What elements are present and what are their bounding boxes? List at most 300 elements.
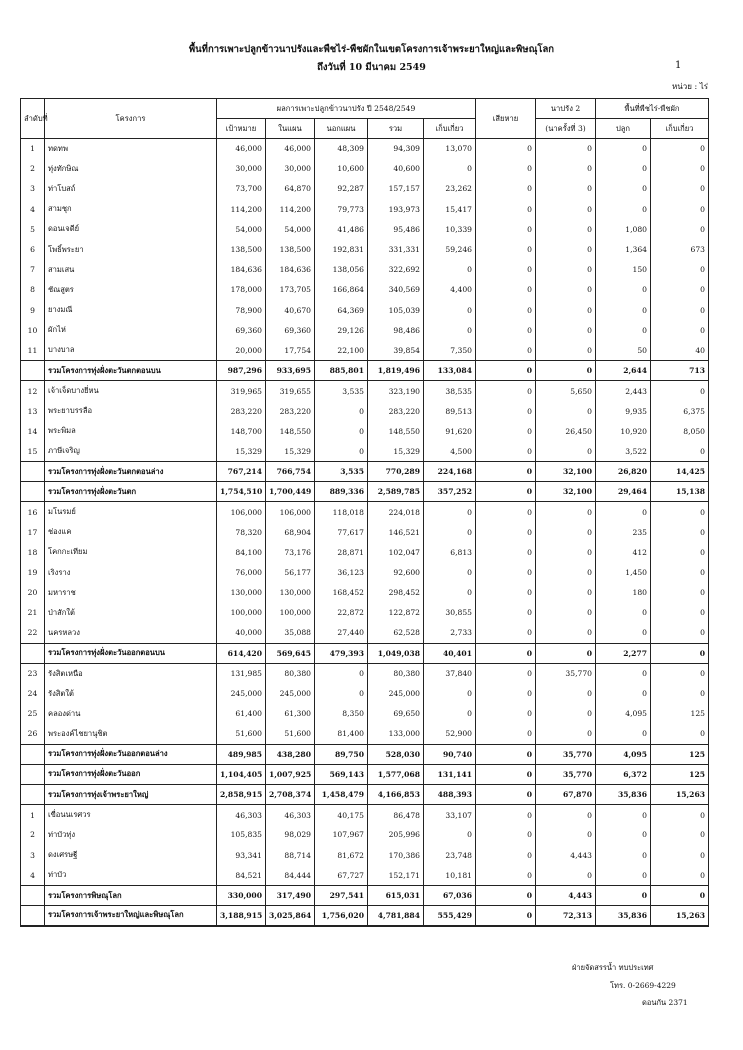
cell-planted: 29,464 [596,482,651,502]
cell-second-crop: 0 [536,300,596,320]
cell-damaged: 0 [476,906,536,926]
cell-in-plan: 56,177 [266,562,315,582]
cell-in-plan: 438,280 [266,744,315,764]
cell-second-crop: 0 [536,401,596,421]
col-no: ลำดับที่ [21,99,45,139]
row-number [21,885,45,905]
cell-out-plan: 8,350 [315,704,368,724]
table-row [21,502,709,522]
cell-damaged: 0 [476,361,536,381]
subtotal-row [21,643,709,663]
cell-field-harvested: 0 [651,260,709,280]
cell-in-plan: 319,655 [266,381,315,401]
cell-field-harvested: 0 [651,825,709,845]
project-name: บางบาล [45,340,217,360]
col-second-crop-sub: (นาครั้งที่ 3) [536,119,596,139]
cell-harvested: 4,400 [424,280,476,300]
cell-target: 245,000 [217,684,266,704]
cell-out-plan: 81,672 [315,845,368,865]
cell-field-harvested: 713 [651,361,709,381]
cell-total: 193,973 [368,199,424,219]
cell-target: 46,303 [217,805,266,825]
cell-in-plan: 61,300 [266,704,315,724]
subtotal-row [21,361,709,381]
cell-damaged: 0 [476,583,536,603]
cell-second-crop: 0 [536,340,596,360]
cell-second-crop: 35,770 [536,764,596,784]
cell-damaged: 0 [476,522,536,542]
cell-second-crop: 0 [536,219,596,239]
cell-planted: 0 [596,663,651,683]
cell-second-crop: 0 [536,643,596,663]
cell-damaged: 0 [476,381,536,401]
cell-field-harvested: 673 [651,239,709,259]
row-number: 24 [21,684,45,704]
cell-out-plan: 0 [315,421,368,441]
cell-damaged: 0 [476,623,536,643]
cell-harvested: 10,339 [424,219,476,239]
table-row [21,139,709,159]
cell-field-harvested: 0 [651,623,709,643]
cell-harvested: 555,429 [424,906,476,926]
cell-out-plan: 3,535 [315,381,368,401]
table-row [21,280,709,300]
cell-planted: 0 [596,159,651,179]
cell-target: 84,521 [217,865,266,885]
cell-target: 54,000 [217,219,266,239]
project-name: รวมโครงการทุ่งเจ้าพระยาใหญ่ [45,785,217,805]
row-number: 1 [21,805,45,825]
cell-damaged: 0 [476,663,536,683]
row-number: 25 [21,704,45,724]
cell-out-plan: 27,440 [315,623,368,643]
cell-second-crop: 0 [536,280,596,300]
cell-second-crop: 5,650 [536,381,596,401]
cell-damaged: 0 [476,845,536,865]
cell-in-plan: 130,000 [266,583,315,603]
cell-field-harvested: 0 [651,522,709,542]
table-row [21,805,709,825]
cell-total: 15,329 [368,441,424,461]
row-number: 22 [21,623,45,643]
row-number [21,361,45,381]
cell-out-plan: 36,123 [315,562,368,582]
table-row [21,260,709,280]
cell-field-harvested: 0 [651,885,709,905]
table-row [21,724,709,744]
cell-target: 20,000 [217,340,266,360]
cell-total: 122,872 [368,603,424,623]
cell-in-plan: 106,000 [266,502,315,522]
cell-in-plan: 2,708,374 [266,785,315,805]
table-row [21,441,709,461]
cell-second-crop: 0 [536,684,596,704]
cell-out-plan: 10,600 [315,159,368,179]
cell-field-harvested: 0 [651,542,709,562]
row-number [21,744,45,764]
cell-out-plan: 92,287 [315,179,368,199]
cell-target: 30,000 [217,159,266,179]
cell-target: 76,000 [217,562,266,582]
cell-harvested: 0 [424,562,476,582]
cell-in-plan: 138,500 [266,239,315,259]
project-name: มโนรมย์ [45,502,217,522]
cell-total: 331,331 [368,239,424,259]
cell-planted: 1,080 [596,219,651,239]
cell-target: 148,700 [217,421,266,441]
cell-total: 148,550 [368,421,424,441]
cell-harvested: 0 [424,684,476,704]
project-name: เขื่อนนเรศวร [45,805,217,825]
cell-target: 1,104,405 [217,764,266,784]
cell-harvested: 0 [424,704,476,724]
cell-damaged: 0 [476,401,536,421]
subtotal-row [21,885,709,905]
cell-out-plan: 77,617 [315,522,368,542]
project-name: คลองด่าน [45,704,217,724]
cell-total: 224,018 [368,502,424,522]
cell-in-plan: 3,025,864 [266,906,315,926]
report-title: พื้นที่การเพาะปลูกข้าวนาปรังและพืชไร่-พืชผักในเขตโครงการเจ้าพระยาใหญ่และพิษณุโลก [188,44,555,55]
project-name: ท่าโบสถ์ [45,179,217,199]
cell-harvested: 89,513 [424,401,476,421]
cell-total: 95,486 [368,219,424,239]
cell-field-harvested: 0 [651,219,709,239]
cell-harvested: 40,401 [424,643,476,663]
cell-target: 105,835 [217,825,266,845]
cell-field-harvested: 8,050 [651,421,709,441]
cell-out-plan: 1,458,479 [315,785,368,805]
page-number: 1 [675,60,682,71]
cell-planted: 412 [596,542,651,562]
report-date: ถึงวันที่ 10 มีนาคม 2549 [317,62,426,73]
cell-planted: 0 [596,684,651,704]
cell-field-harvested: 125 [651,764,709,784]
cell-second-crop: 0 [536,441,596,461]
project-name: ช่องแค [45,522,217,542]
cell-field-harvested: 0 [651,139,709,159]
cell-out-plan: 67,727 [315,865,368,885]
col-out-plan: นอกแผน [315,119,368,139]
cell-target: 78,900 [217,300,266,320]
footer-phone: โทร. 0-2669-4229 [610,981,676,990]
table-row [21,663,709,683]
project-name: ทุ่งทักษิณ [45,159,217,179]
cell-damaged: 0 [476,260,536,280]
cell-harvested: 38,535 [424,381,476,401]
cell-total: 146,521 [368,522,424,542]
project-name: รวมโครงการทุ่งฝั่งตะวันตกตอนบน [45,361,217,381]
cell-planted: 26,820 [596,462,651,482]
cell-second-crop: 0 [536,603,596,623]
cell-out-plan: 889,336 [315,482,368,502]
row-number [21,462,45,482]
cell-out-plan: 138,056 [315,260,368,280]
cell-planted: 180 [596,583,651,603]
project-name: รวมโครงการทุ่งฝั่งตะวันตกตอนล่าง [45,462,217,482]
cell-in-plan: 148,550 [266,421,315,441]
row-number: 6 [21,239,45,259]
cell-total: 4,781,884 [368,906,424,926]
cell-second-crop: 35,770 [536,744,596,764]
cell-planted: 0 [596,603,651,623]
row-number: 11 [21,340,45,360]
cell-second-crop: 0 [536,260,596,280]
cell-harvested: 91,620 [424,421,476,441]
cell-damaged: 0 [476,179,536,199]
cell-target: 15,329 [217,441,266,461]
cell-field-harvested: 0 [651,643,709,663]
table-row [21,340,709,360]
cell-in-plan: 30,000 [266,159,315,179]
cell-target: 106,000 [217,502,266,522]
unit-label: หน่วย : ไร่ [672,82,709,91]
cell-second-crop: 0 [536,704,596,724]
cell-target: 283,220 [217,401,266,421]
cell-planted: 150 [596,260,651,280]
row-number: 14 [21,421,45,441]
cell-target: 489,985 [217,744,266,764]
cell-field-harvested: 0 [651,583,709,603]
project-name: รังสิตเหนือ [45,663,217,683]
cell-total: 2,589,785 [368,482,424,502]
cell-field-harvested: 0 [651,441,709,461]
cell-harvested: 488,393 [424,785,476,805]
cell-harvested: 7,350 [424,340,476,360]
cell-field-harvested: 0 [651,845,709,865]
cell-second-crop: 0 [536,239,596,259]
row-number: 8 [21,280,45,300]
project-name: รวมโครงการทุ่งฝั่งตะวันออกตอนบน [45,643,217,663]
cell-total: 770,289 [368,462,424,482]
cell-second-crop: 32,100 [536,482,596,502]
row-number: 2 [21,825,45,845]
cell-field-harvested: 6,375 [651,401,709,421]
cell-harvested: 30,855 [424,603,476,623]
cell-in-plan: 766,754 [266,462,315,482]
cell-in-plan: 114,200 [266,199,315,219]
cell-out-plan: 40,175 [315,805,368,825]
cell-damaged: 0 [476,462,536,482]
cell-damaged: 0 [476,159,536,179]
cell-planted: 0 [596,865,651,885]
table-row [21,239,709,259]
cell-planted: 0 [596,805,651,825]
cell-planted: 9,935 [596,401,651,421]
cell-harvested: 0 [424,502,476,522]
cell-damaged: 0 [476,139,536,159]
cell-harvested: 33,107 [424,805,476,825]
row-number: 3 [21,179,45,199]
cell-total: 283,220 [368,401,424,421]
col-group-rice: ผลการเพาะปลูกข้าวนาปรัง ปี 2548/2549 [217,99,476,119]
project-name: สามชุก [45,199,217,219]
cell-target: 130,000 [217,583,266,603]
col-project: โครงการ [45,99,217,139]
footer-office: ฝ่ายจัดสรรน้ำ ทบประเทศ [572,963,654,972]
cell-damaged: 0 [476,239,536,259]
cell-target: 100,000 [217,603,266,623]
row-number: 7 [21,260,45,280]
cell-harvested: 37,840 [424,663,476,683]
cell-second-crop: 4,443 [536,885,596,905]
cell-in-plan: 80,380 [266,663,315,683]
cell-in-plan: 54,000 [266,219,315,239]
cell-total: 615,031 [368,885,424,905]
cell-field-harvested: 0 [651,684,709,704]
cell-total: 92,600 [368,562,424,582]
cell-total: 86,478 [368,805,424,825]
cell-out-plan: 48,309 [315,139,368,159]
row-number [21,906,45,926]
subtotal-row [21,764,709,784]
cell-second-crop: 0 [536,502,596,522]
cell-field-harvested: 0 [651,805,709,825]
cell-planted: 0 [596,179,651,199]
project-name: ยางมณี [45,300,217,320]
cell-target: 78,320 [217,522,266,542]
cell-in-plan: 173,705 [266,280,315,300]
cell-damaged: 0 [476,441,536,461]
cell-target: 319,965 [217,381,266,401]
cell-target: 84,100 [217,542,266,562]
row-number [21,764,45,784]
project-name: พระยาบรรลือ [45,401,217,421]
cell-field-harvested: 125 [651,704,709,724]
subtotal-row [21,482,709,502]
cell-out-plan: 166,864 [315,280,368,300]
cell-harvested: 357,252 [424,482,476,502]
project-name: ชัณสูตร [45,280,217,300]
cell-target: 61,400 [217,704,266,724]
cell-out-plan: 0 [315,663,368,683]
cell-target: 330,000 [217,885,266,905]
row-number: 17 [21,522,45,542]
cell-target: 93,341 [217,845,266,865]
cell-out-plan: 297,541 [315,885,368,905]
cell-in-plan: 317,490 [266,885,315,905]
project-name: รวมโครงการพิษณุโลก [45,885,217,905]
project-name: ทดทพ [45,139,217,159]
project-name: เริงราง [45,562,217,582]
cell-harvested: 0 [424,522,476,542]
cell-in-plan: 933,695 [266,361,315,381]
cell-harvested: 23,262 [424,179,476,199]
cell-harvested: 224,168 [424,462,476,482]
cell-target: 184,636 [217,260,266,280]
table-header [21,99,709,139]
cell-target: 46,000 [217,139,266,159]
cell-harvested: 90,740 [424,744,476,764]
project-name: รวมโครงการทุ่งฝั่งตะวันออกตอนล่าง [45,744,217,764]
cell-second-crop: 26,450 [536,421,596,441]
project-name: มหาราช [45,583,217,603]
cell-damaged: 0 [476,805,536,825]
cell-planted: 50 [596,340,651,360]
table-row [21,825,709,845]
cell-second-crop: 0 [536,562,596,582]
cell-in-plan: 46,000 [266,139,315,159]
cell-harvested: 0 [424,320,476,340]
cell-total: 69,650 [368,704,424,724]
cell-field-harvested: 125 [651,744,709,764]
cell-harvested: 15,417 [424,199,476,219]
cell-total: 152,171 [368,865,424,885]
row-number: 4 [21,865,45,885]
cell-second-crop: 0 [536,522,596,542]
cell-target: 987,296 [217,361,266,381]
cell-planted: 35,836 [596,906,651,926]
cell-planted: 0 [596,502,651,522]
cell-out-plan: 64,369 [315,300,368,320]
cell-planted: 0 [596,280,651,300]
row-number: 26 [21,724,45,744]
cell-field-harvested: 0 [651,199,709,219]
project-name: เจ้าเจ็ดบางยี่หน [45,381,217,401]
row-number: 19 [21,562,45,582]
cell-out-plan: 192,831 [315,239,368,259]
cell-out-plan: 22,100 [315,340,368,360]
cell-second-crop: 0 [536,159,596,179]
cell-field-harvested: 0 [651,320,709,340]
cell-damaged: 0 [476,199,536,219]
cell-damaged: 0 [476,542,536,562]
project-name: รวมโครงการเจ้าพระยาใหญ่และพิษณุโลก [45,906,217,926]
table-row [21,421,709,441]
col-planted: ปลูก [596,119,651,139]
cell-total: 80,380 [368,663,424,683]
cell-in-plan: 17,754 [266,340,315,360]
table-row [21,300,709,320]
cell-second-crop: 0 [536,199,596,219]
cell-harvested: 13,070 [424,139,476,159]
cell-in-plan: 40,670 [266,300,315,320]
cell-out-plan: 28,871 [315,542,368,562]
cell-field-harvested: 0 [651,280,709,300]
cell-total: 40,600 [368,159,424,179]
cell-out-plan: 118,018 [315,502,368,522]
cell-second-crop: 0 [536,805,596,825]
row-number [21,482,45,502]
cell-target: 178,000 [217,280,266,300]
cell-damaged: 0 [476,865,536,885]
cell-total: 98,486 [368,320,424,340]
cell-target: 614,420 [217,643,266,663]
cell-harvested: 6,813 [424,542,476,562]
cell-damaged: 0 [476,562,536,582]
cell-out-plan: 29,126 [315,320,368,340]
cell-second-crop: 0 [536,320,596,340]
cell-out-plan: 0 [315,401,368,421]
cell-total: 39,854 [368,340,424,360]
cell-planted: 0 [596,885,651,905]
row-number: 15 [21,441,45,461]
cell-target: 131,985 [217,663,266,683]
grand-total-row [21,906,709,926]
cell-total: 323,190 [368,381,424,401]
col-damaged: เสียหาย [476,99,536,139]
cell-in-plan: 283,220 [266,401,315,421]
cell-damaged: 0 [476,603,536,623]
cell-out-plan: 885,801 [315,361,368,381]
cell-second-crop: 67,870 [536,785,596,805]
cell-planted: 35,836 [596,785,651,805]
project-name: พระองค์ไชยานุชิต [45,724,217,744]
cell-second-crop: 0 [536,865,596,885]
cell-damaged: 0 [476,280,536,300]
cell-second-crop: 0 [536,542,596,562]
cell-total: 4,166,853 [368,785,424,805]
